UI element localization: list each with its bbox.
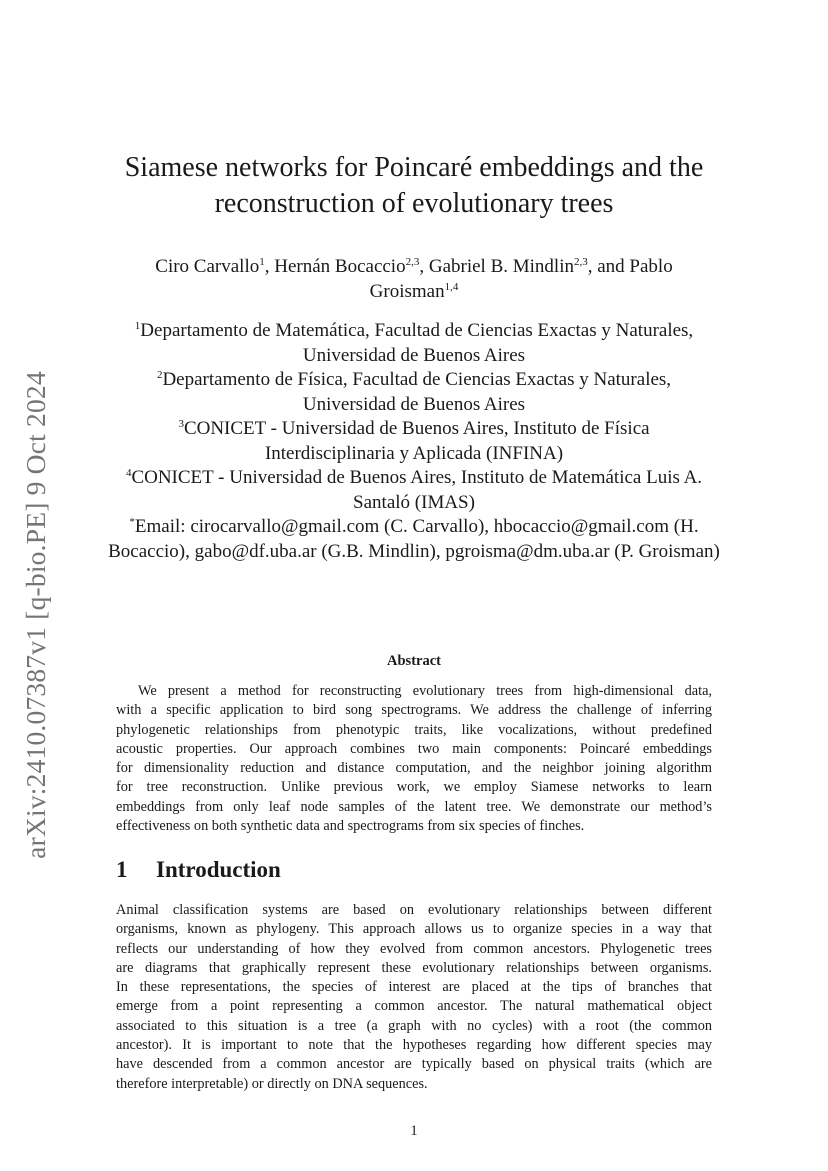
body-line: emerge from a point representing a common ancestor. The natural mathematical object <box>116 998 712 1015</box>
email-marker: * <box>129 516 135 528</box>
affiliation-text: CONICET - Universidad de Buenos Aires, Instituto de Física <box>183 418 650 439</box>
abstract-line: acoustic properties. Our approach combines two main components: Poincaré embeddings <box>116 740 712 757</box>
page-number: 1 <box>410 1123 418 1139</box>
title-line: reconstruction of evolutionary trees <box>214 188 614 219</box>
affiliation-text: CONICET - Universidad de Buenos Aires, Instituto de Matemática Luis A. <box>131 467 703 488</box>
affiliation-line <box>60 466 768 491</box>
section-heading <box>116 857 281 883</box>
body-line: reflects our understanding of how they evolved from common ancestors. Phylogenetic trees <box>116 940 712 957</box>
title-line: Siamese networks for Poincaré embeddings and the <box>124 152 704 183</box>
email-text: Email: cirocarvallo@gmail.com (C. Carvallo), hbocaccio@gmail.com (H. <box>134 516 699 537</box>
affiliation-marker: 3 <box>178 418 184 430</box>
abstract-heading: Abstract <box>387 653 441 669</box>
body-line: are diagrams that graphically represent these evolutionary relationships between organisms. <box>116 959 712 976</box>
email-line <box>60 515 768 540</box>
affiliation-line <box>60 368 768 393</box>
paper-title <box>100 150 728 222</box>
email-line: Bocaccio), gabo@df.uba.ar (G.B. Mindlin), pgroisma@dm.uba.ar (P. Groisman) <box>108 540 720 562</box>
affiliation-text: Departamento de Física, Facultad de Ciencias Exactas y Naturales, <box>162 369 672 390</box>
body-line: Animal classification systems are based on evolutionary relationships between different <box>116 902 712 918</box>
affiliation-line: Santaló (IMAS) <box>353 491 475 513</box>
abstract-line: with a specific application to bird song spectrograms. We address the challenge of inferring <box>116 702 712 719</box>
abstract-line: effectiveness on both synthetic data and spectrograms from six species of finches. <box>116 818 585 835</box>
section-number: 1 <box>116 857 128 882</box>
affiliation-marker: 2 <box>156 369 163 381</box>
abstract-body <box>116 682 712 836</box>
affiliation-marker: 1 <box>134 320 141 332</box>
body-line: ancestor). It is important to note that the hypotheses regarding how different species may <box>116 1037 712 1054</box>
body-line: In these representations, the species of interest are placed at the tips of branches that <box>116 979 712 996</box>
author-separator: , <box>264 256 275 277</box>
author-name: Groisman <box>369 280 445 302</box>
affiliation-marker: 1,4 <box>444 280 459 293</box>
abstract-line: for dimensionality reduction and distance computation, and the neighbor joining algorithm <box>116 760 712 777</box>
affiliation-list <box>60 319 768 564</box>
body-line: therefore interpretable) or directly on DNA sequences. <box>116 1075 428 1092</box>
author-name: Gabriel B. Mindlin <box>428 256 574 277</box>
arxiv-identifier: arXiv:2410.07387v1 [q-bio.PE] 9 Oct 2024 <box>20 371 51 859</box>
abstract-line: embeddings from only leaf node samples of the latent tree. We demonstrate our method’s <box>116 798 712 815</box>
abstract-line: phylogenetic relationships from phenotypic traits, like vocalizations, without predefined <box>116 721 712 738</box>
author-name: Hernán Bocaccio <box>274 256 406 277</box>
body-line: organisms, known as phylogeny. This approach allows us to organize species in a way that <box>116 921 712 938</box>
author-separator: , and Pablo <box>587 256 673 277</box>
affiliation-line: Universidad de Buenos Aires <box>302 344 526 366</box>
arxiv-sidebar <box>14 362 58 868</box>
affiliation-line: Universidad de Buenos Aires <box>302 393 526 415</box>
abstract-line: for tree reconstruction. Unlike previous work, we employ Siamese networks to learn <box>116 779 712 796</box>
affiliation-marker: 4 <box>125 467 132 479</box>
affiliation-line <box>60 417 768 442</box>
abstract-line: We present a method for reconstructing evolutionary trees from high-dimensional data, <box>138 683 712 699</box>
section-title: Introduction <box>156 857 281 882</box>
author-line <box>100 280 728 305</box>
introduction-body <box>116 901 712 1094</box>
affiliation-marker: 2,3 <box>573 256 588 268</box>
affiliation-text: Departamento de Matemática, Facultad de Ciencias Exactas y Naturales, <box>140 320 694 341</box>
affiliation-line <box>60 319 768 344</box>
author-name: Ciro Carvallo <box>155 256 260 277</box>
affiliation-line: Interdisciplinaria y Aplicada (INFINA) <box>264 442 564 464</box>
author-line <box>100 255 728 280</box>
body-line: have descended from a common ancestor are typically based on physical traits (which are <box>116 1056 712 1073</box>
author-list <box>100 255 728 304</box>
author-separator: , <box>419 256 429 277</box>
affiliation-marker: 2,3 <box>405 256 420 268</box>
affiliation-marker: 1 <box>259 256 265 268</box>
body-line: associated to this situation is a tree (a graph with no cycles) with a root (the common <box>116 1017 712 1034</box>
